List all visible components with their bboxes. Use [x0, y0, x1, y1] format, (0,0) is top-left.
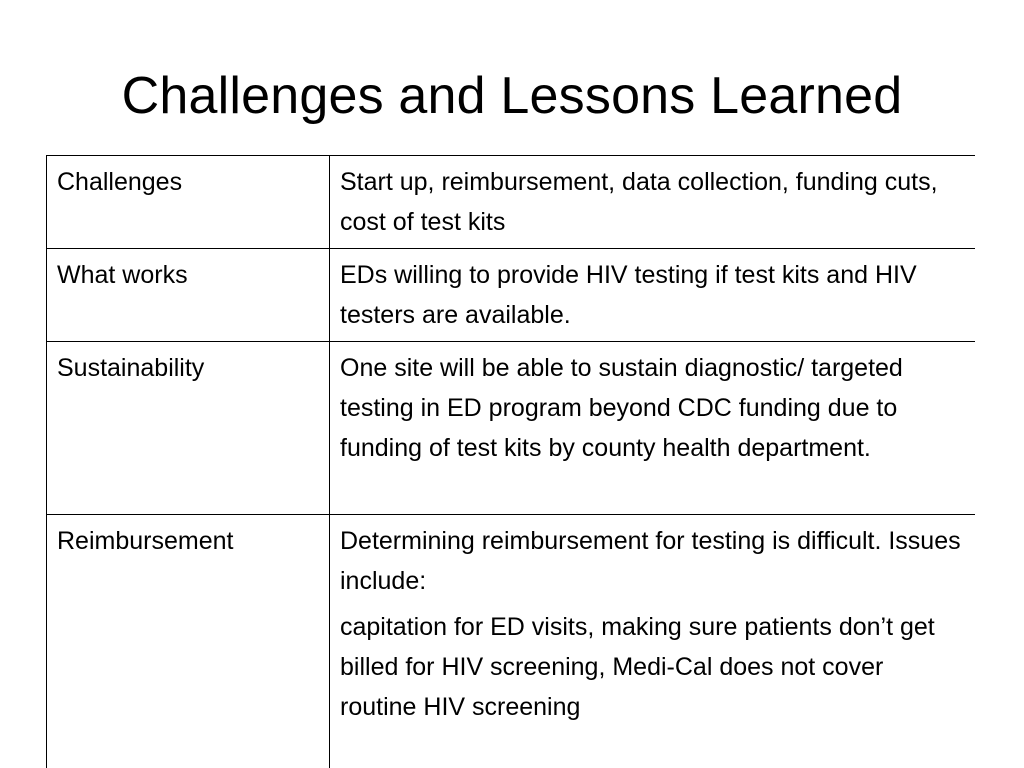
lessons-table	[46, 155, 975, 768]
table-row-sustainability	[47, 342, 976, 515]
row-description: EDs willing to provide HIV testing if test kits and HIV testers are available.	[330, 249, 976, 342]
row-description: One site will be able to sustain diagnostic/ targeted testing in ED program beyond CDC funding due to funding of test kits by county health department.	[330, 342, 976, 515]
row-description: Determining reimbursement for testing is difficult. Issues include:	[340, 527, 961, 595]
row-description: Start up, reimbursement, data collection, funding cuts, cost of test kits	[330, 156, 976, 249]
row-label: Sustainability	[47, 342, 330, 515]
row-label: What works	[47, 249, 330, 342]
table-row-reimbursement	[47, 515, 976, 768]
table-row-challenges	[47, 156, 976, 249]
row-description-detail: capitation for ED visits, making sure patients don’t get billed for HIV screening, Medi-Cal does not cover routine HIV screening	[340, 613, 935, 721]
row-label: Reimbursement	[47, 515, 330, 768]
table-row-what-works	[47, 249, 976, 342]
lessons-table-container	[46, 155, 975, 768]
row-label: Challenges	[47, 156, 330, 249]
row-description-cell	[330, 515, 976, 768]
slide-title: Challenges and Lessons Learned	[121, 67, 903, 125]
